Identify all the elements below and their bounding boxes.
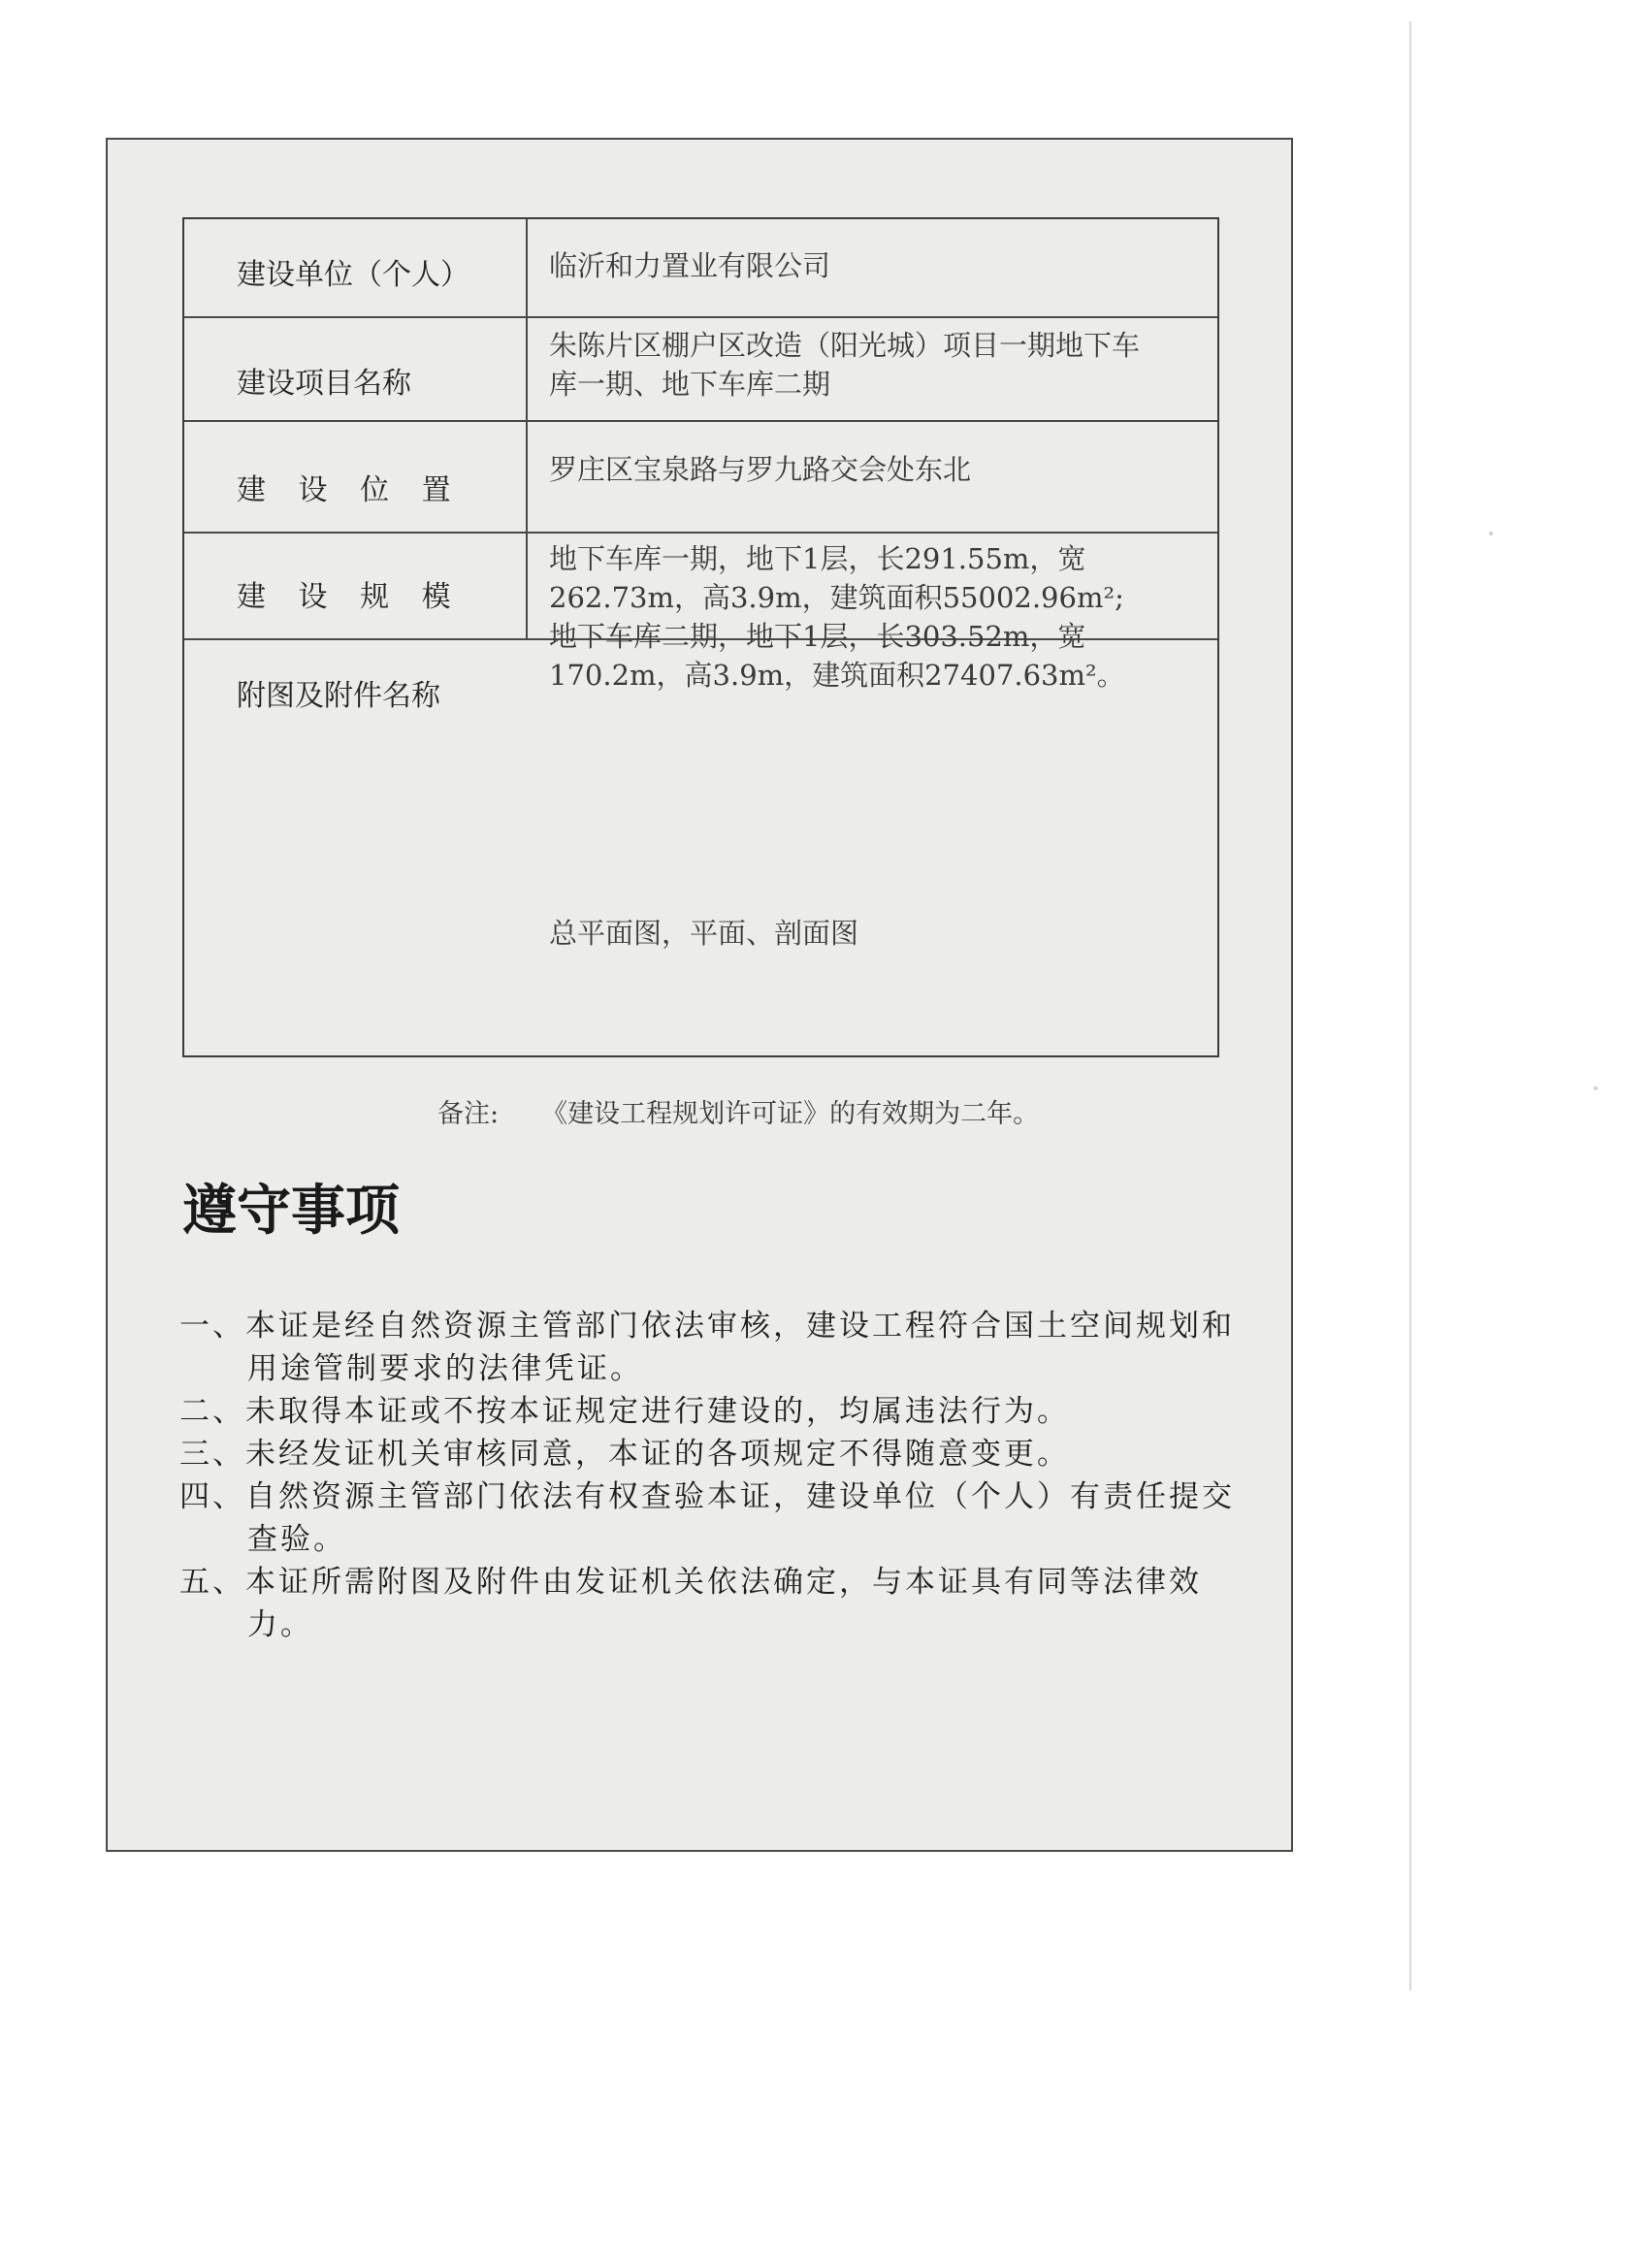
notice-item: 三、未经发证机关审核同意，本证的各项规定不得随意变更。 bbox=[179, 1437, 1070, 1472]
scan-speck bbox=[1489, 532, 1493, 535]
permit-page-panel bbox=[106, 138, 1293, 1852]
notice-item: 一、本证是经自然资源主管部门依法审核，建设工程符合国土空间规划和用途管制要求的法律凭证。 bbox=[179, 1309, 1235, 1386]
notice-list bbox=[179, 1305, 1256, 1646]
label-scale: 建 设 规 模 bbox=[237, 580, 463, 614]
table-row-divider bbox=[184, 420, 1217, 422]
scan-edge-line bbox=[1409, 21, 1411, 1991]
table-row-divider bbox=[184, 316, 1217, 318]
label-attachments: 附图及附件名称 bbox=[237, 679, 440, 713]
permit-info-table bbox=[182, 217, 1219, 1057]
scan-speck bbox=[1594, 1086, 1598, 1090]
value-scale-line3: 地下车库二期，地下1层，长303.52m，宽 bbox=[549, 620, 1086, 653]
remark-text: 《建设工程规划许可证》的有效期为二年。 bbox=[541, 1099, 1040, 1129]
value-scale-line1: 地下车库一期，地下1层，长291.55m，宽 bbox=[549, 542, 1086, 575]
remark-line bbox=[437, 1092, 1039, 1130]
notice-item: 四、自然资源主管部门依法有权查验本证，建设单位（个人）有责任提交查验。 bbox=[179, 1479, 1235, 1557]
label-construction-unit: 建设单位（个人） bbox=[237, 258, 469, 292]
notice-title: 遵守事项 bbox=[182, 1180, 400, 1243]
label-project-name: 建设项目名称 bbox=[237, 367, 411, 401]
value-construction-unit: 临沂和力置业有限公司 bbox=[549, 249, 831, 282]
value-attachments: 总平面图，平面、剖面图 bbox=[549, 917, 859, 950]
value-scale-line4: 170.2m，高3.9m，建筑面积27407.63m²。 bbox=[549, 659, 1125, 692]
value-location: 罗庄区宝泉路与罗九路交会处东北 bbox=[549, 453, 972, 486]
value-scale-line2: 262.73m，高3.9m，建筑面积55002.96m²; bbox=[549, 581, 1124, 614]
table-row-divider bbox=[184, 532, 1217, 534]
notice-item: 二、未取得本证或不按本证规定进行建设的，均属违法行为。 bbox=[179, 1394, 1070, 1429]
value-project-name-line1: 朱陈片区棚户区改造（阳光城）项目一期地下车 bbox=[549, 329, 1141, 362]
notice-item: 五、本证所需附图及附件由发证机关依法确定，与本证具有同等法律效力。 bbox=[179, 1565, 1202, 1642]
remark-label: 备注: bbox=[437, 1099, 500, 1129]
table-column-divider bbox=[526, 219, 528, 638]
label-location: 建 设 位 置 bbox=[237, 473, 463, 507]
value-project-name-line2: 库一期、地下车库二期 bbox=[549, 368, 831, 401]
